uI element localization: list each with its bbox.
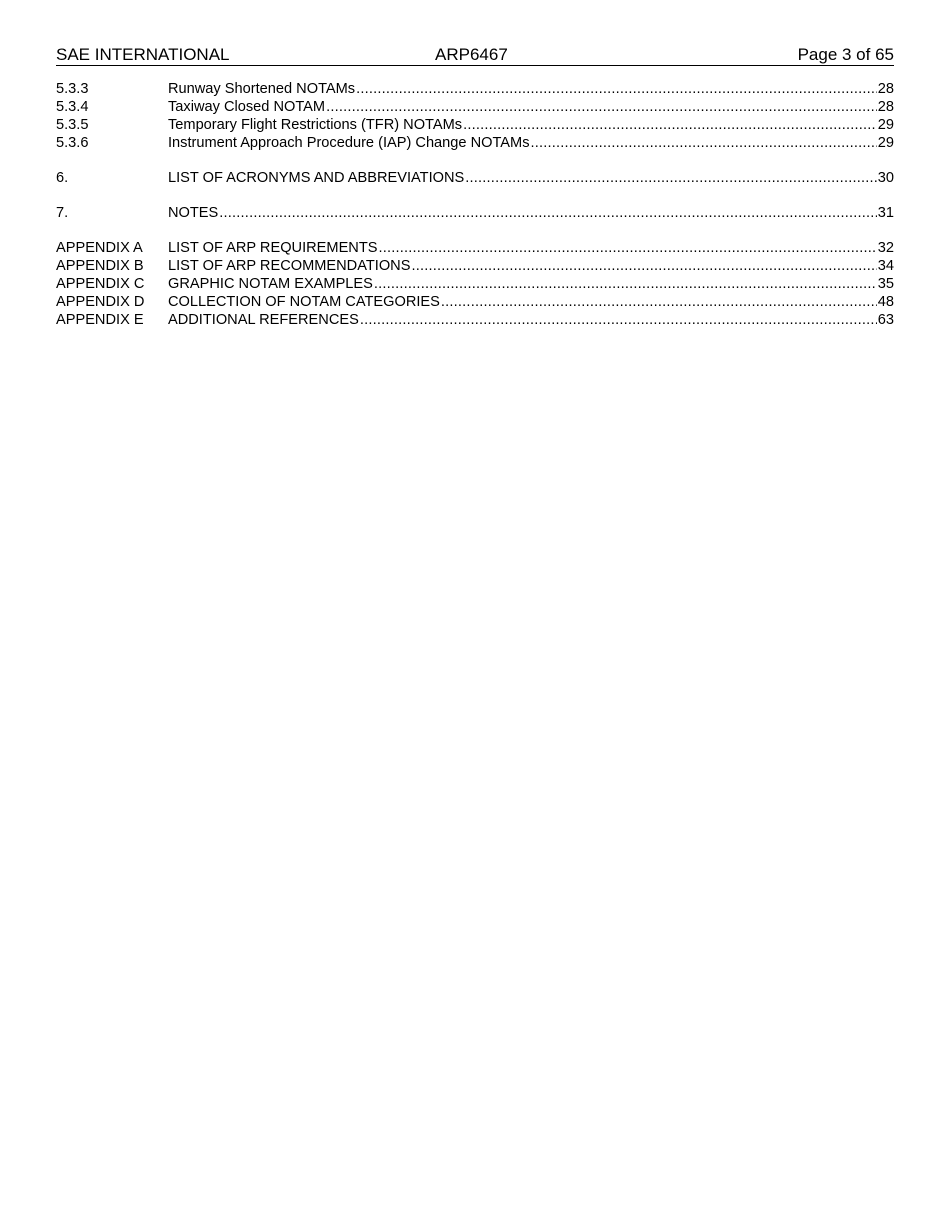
toc-entry-page: 29	[877, 135, 894, 151]
toc-entry-page: 48	[877, 294, 894, 310]
toc-entry-title: ADDITIONAL REFERENCES	[168, 312, 359, 328]
toc-group-section-6	[56, 169, 894, 187]
toc-group-appendices	[56, 239, 894, 329]
dot-leader	[463, 116, 877, 134]
toc-entry-5-3-5[interactable]	[56, 116, 894, 134]
toc-entry-page: 32	[877, 240, 894, 256]
toc-entry-page: 29	[877, 117, 894, 133]
toc-entry-page: 31	[877, 205, 894, 221]
toc-entry-number: 5.3.6	[56, 135, 89, 151]
toc-entry-title: COLLECTION OF NOTAM CATEGORIES	[168, 294, 440, 310]
toc-entry-title: LIST OF ARP REQUIREMENTS	[168, 240, 378, 256]
toc-entry-title: LIST OF ACRONYMS AND ABBREVIATIONS	[168, 170, 465, 186]
toc-entry-number: 7.	[56, 205, 69, 221]
toc-entry-number: 5.3.3	[56, 81, 89, 97]
toc-entry-title: NOTES	[168, 205, 219, 221]
dot-leader	[219, 204, 876, 222]
toc-entry-appendix-c[interactable]	[56, 275, 894, 293]
toc-entry-appendix-d[interactable]	[56, 293, 894, 311]
header-document-number: ARP6467	[435, 45, 508, 64]
toc-entry-page: 28	[877, 99, 894, 115]
dot-leader	[531, 134, 877, 152]
toc-entry-title: LIST OF ARP RECOMMENDATIONS	[168, 258, 411, 274]
toc-entry-title: Temporary Flight Restrictions (TFR) NOTAMs	[168, 117, 463, 133]
toc-entry-number: APPENDIX C	[56, 276, 145, 292]
toc-entry-page: 30	[877, 170, 894, 186]
toc-entry-title: Taxiway Closed NOTAM	[168, 99, 326, 115]
dot-leader	[379, 239, 877, 257]
toc-entry-7[interactable]	[56, 204, 894, 222]
header-organization: SAE INTERNATIONAL	[56, 45, 230, 64]
toc-entry-5-3-6[interactable]	[56, 134, 894, 152]
toc-entry-appendix-a[interactable]	[56, 239, 894, 257]
toc-entry-5-3-4[interactable]	[56, 98, 894, 116]
toc-entry-page: 63	[877, 312, 894, 328]
toc-entry-number: APPENDIX E	[56, 312, 144, 328]
toc-group-section-5-3	[56, 80, 894, 152]
toc-entry-page: 35	[877, 276, 894, 292]
toc-entry-number: APPENDIX B	[56, 258, 144, 274]
toc-entry-number: 6.	[56, 170, 69, 186]
toc-entry-title: Instrument Approach Procedure (IAP) Change NOTAMs	[168, 135, 530, 151]
toc-entry-appendix-b[interactable]	[56, 257, 894, 275]
header-page-number: Page 3 of 65	[797, 45, 894, 64]
toc-entry-5-3-3[interactable]	[56, 80, 894, 98]
dot-leader	[465, 169, 876, 187]
toc-entry-page: 28	[877, 81, 894, 97]
toc-entry-title: GRAPHIC NOTAM EXAMPLES	[168, 276, 373, 292]
dot-leader	[326, 98, 877, 116]
toc-entry-number: APPENDIX D	[56, 294, 145, 310]
toc-entry-page: 34	[877, 258, 894, 274]
toc-entry-appendix-e[interactable]	[56, 311, 894, 329]
dot-leader	[411, 257, 876, 275]
dot-leader	[360, 311, 877, 329]
toc-entry-6[interactable]	[56, 169, 894, 187]
table-of-contents	[56, 80, 894, 329]
toc-entry-number: APPENDIX A	[56, 240, 143, 256]
dot-leader	[441, 293, 877, 311]
toc-entry-number: 5.3.4	[56, 99, 89, 115]
toc-entry-number: 5.3.5	[56, 117, 89, 133]
dot-leader	[374, 275, 877, 293]
toc-group-section-7	[56, 204, 894, 222]
toc-entry-title: Runway Shortened NOTAMs	[168, 81, 356, 97]
page-header	[56, 45, 894, 66]
dot-leader	[356, 80, 877, 98]
